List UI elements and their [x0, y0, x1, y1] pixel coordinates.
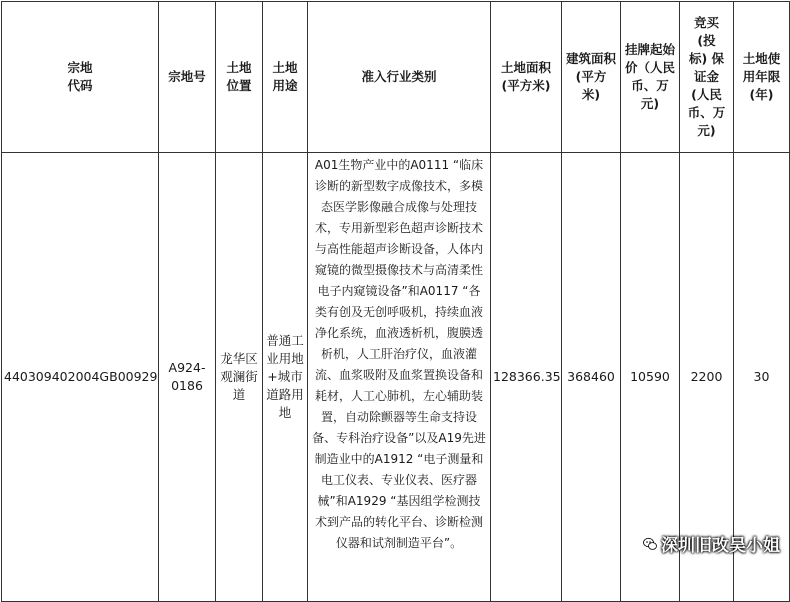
- cell-land-use: 普通工 业用地 +城市 道路用 地: [263, 153, 308, 602]
- header-location: 土地 位置: [216, 2, 263, 153]
- watermark: [643, 531, 780, 556]
- header-parcel-number: 宗地号: [159, 2, 216, 153]
- cell-deposit: 2200: [680, 153, 734, 602]
- header-industry-category: 准入行业类别: [308, 2, 491, 153]
- header-parcel-code: 宗地 代码: [2, 2, 159, 153]
- header-land-use: 土地 用途: [263, 2, 308, 153]
- header-deposit: 竞买 (投 标) 保 证金 (人民 币、万 元): [680, 2, 734, 153]
- cell-industry-category: A01生物产业中的A0111 “临床诊断的新型数字成像技术，多模态医学影像融合成像与处理技术，专用新型彩色超声诊断技术与高性能超声诊断设备，人体内窥镜的微型摄像技术与高清柔性电子内窥镜设备”和A0117 “各类有创及无创呼吸机，持续血液净化系统，血液透析机，腹膜透析机，人工肝治疗仪，血液灌流、血浆吸附及血浆置换设备和耗材，人工心肺机，左心辅助装置，自动除颤器等生命支持设备、专科治疗设备”以及A19先进制造业中的A1912 “电子测量和电工仪表、专业仪表、医疗器械”和A1929 “基因组学检测技术到产品的转化平台、诊断检测仪器和试剂制造平台”。: [308, 153, 491, 602]
- cell-floor-area: 368460: [562, 153, 621, 602]
- cell-start-price: 10590: [621, 153, 680, 602]
- land-parcel-table: [1, 1, 790, 602]
- header-row: [2, 2, 790, 153]
- cell-term: 30: [734, 153, 790, 602]
- cell-land-area: 128366.35: [491, 153, 562, 602]
- wechat-icon: [643, 537, 657, 551]
- header-term: 土地使 用年限 (年): [734, 2, 790, 153]
- watermark-text: 深圳旧改吴小姐: [661, 536, 780, 556]
- header-floor-area: 建筑面积 (平方 米): [562, 2, 621, 153]
- cell-parcel-code: 440309402004GB00929: [2, 153, 159, 602]
- cell-parcel-number: A924- 0186: [159, 153, 216, 602]
- header-land-area: 土地面积 (平方米): [491, 2, 562, 153]
- cell-location: 龙华区 观澜街 道: [216, 153, 263, 602]
- header-start-price: 挂牌起始 价（人民 币、万 元): [621, 2, 680, 153]
